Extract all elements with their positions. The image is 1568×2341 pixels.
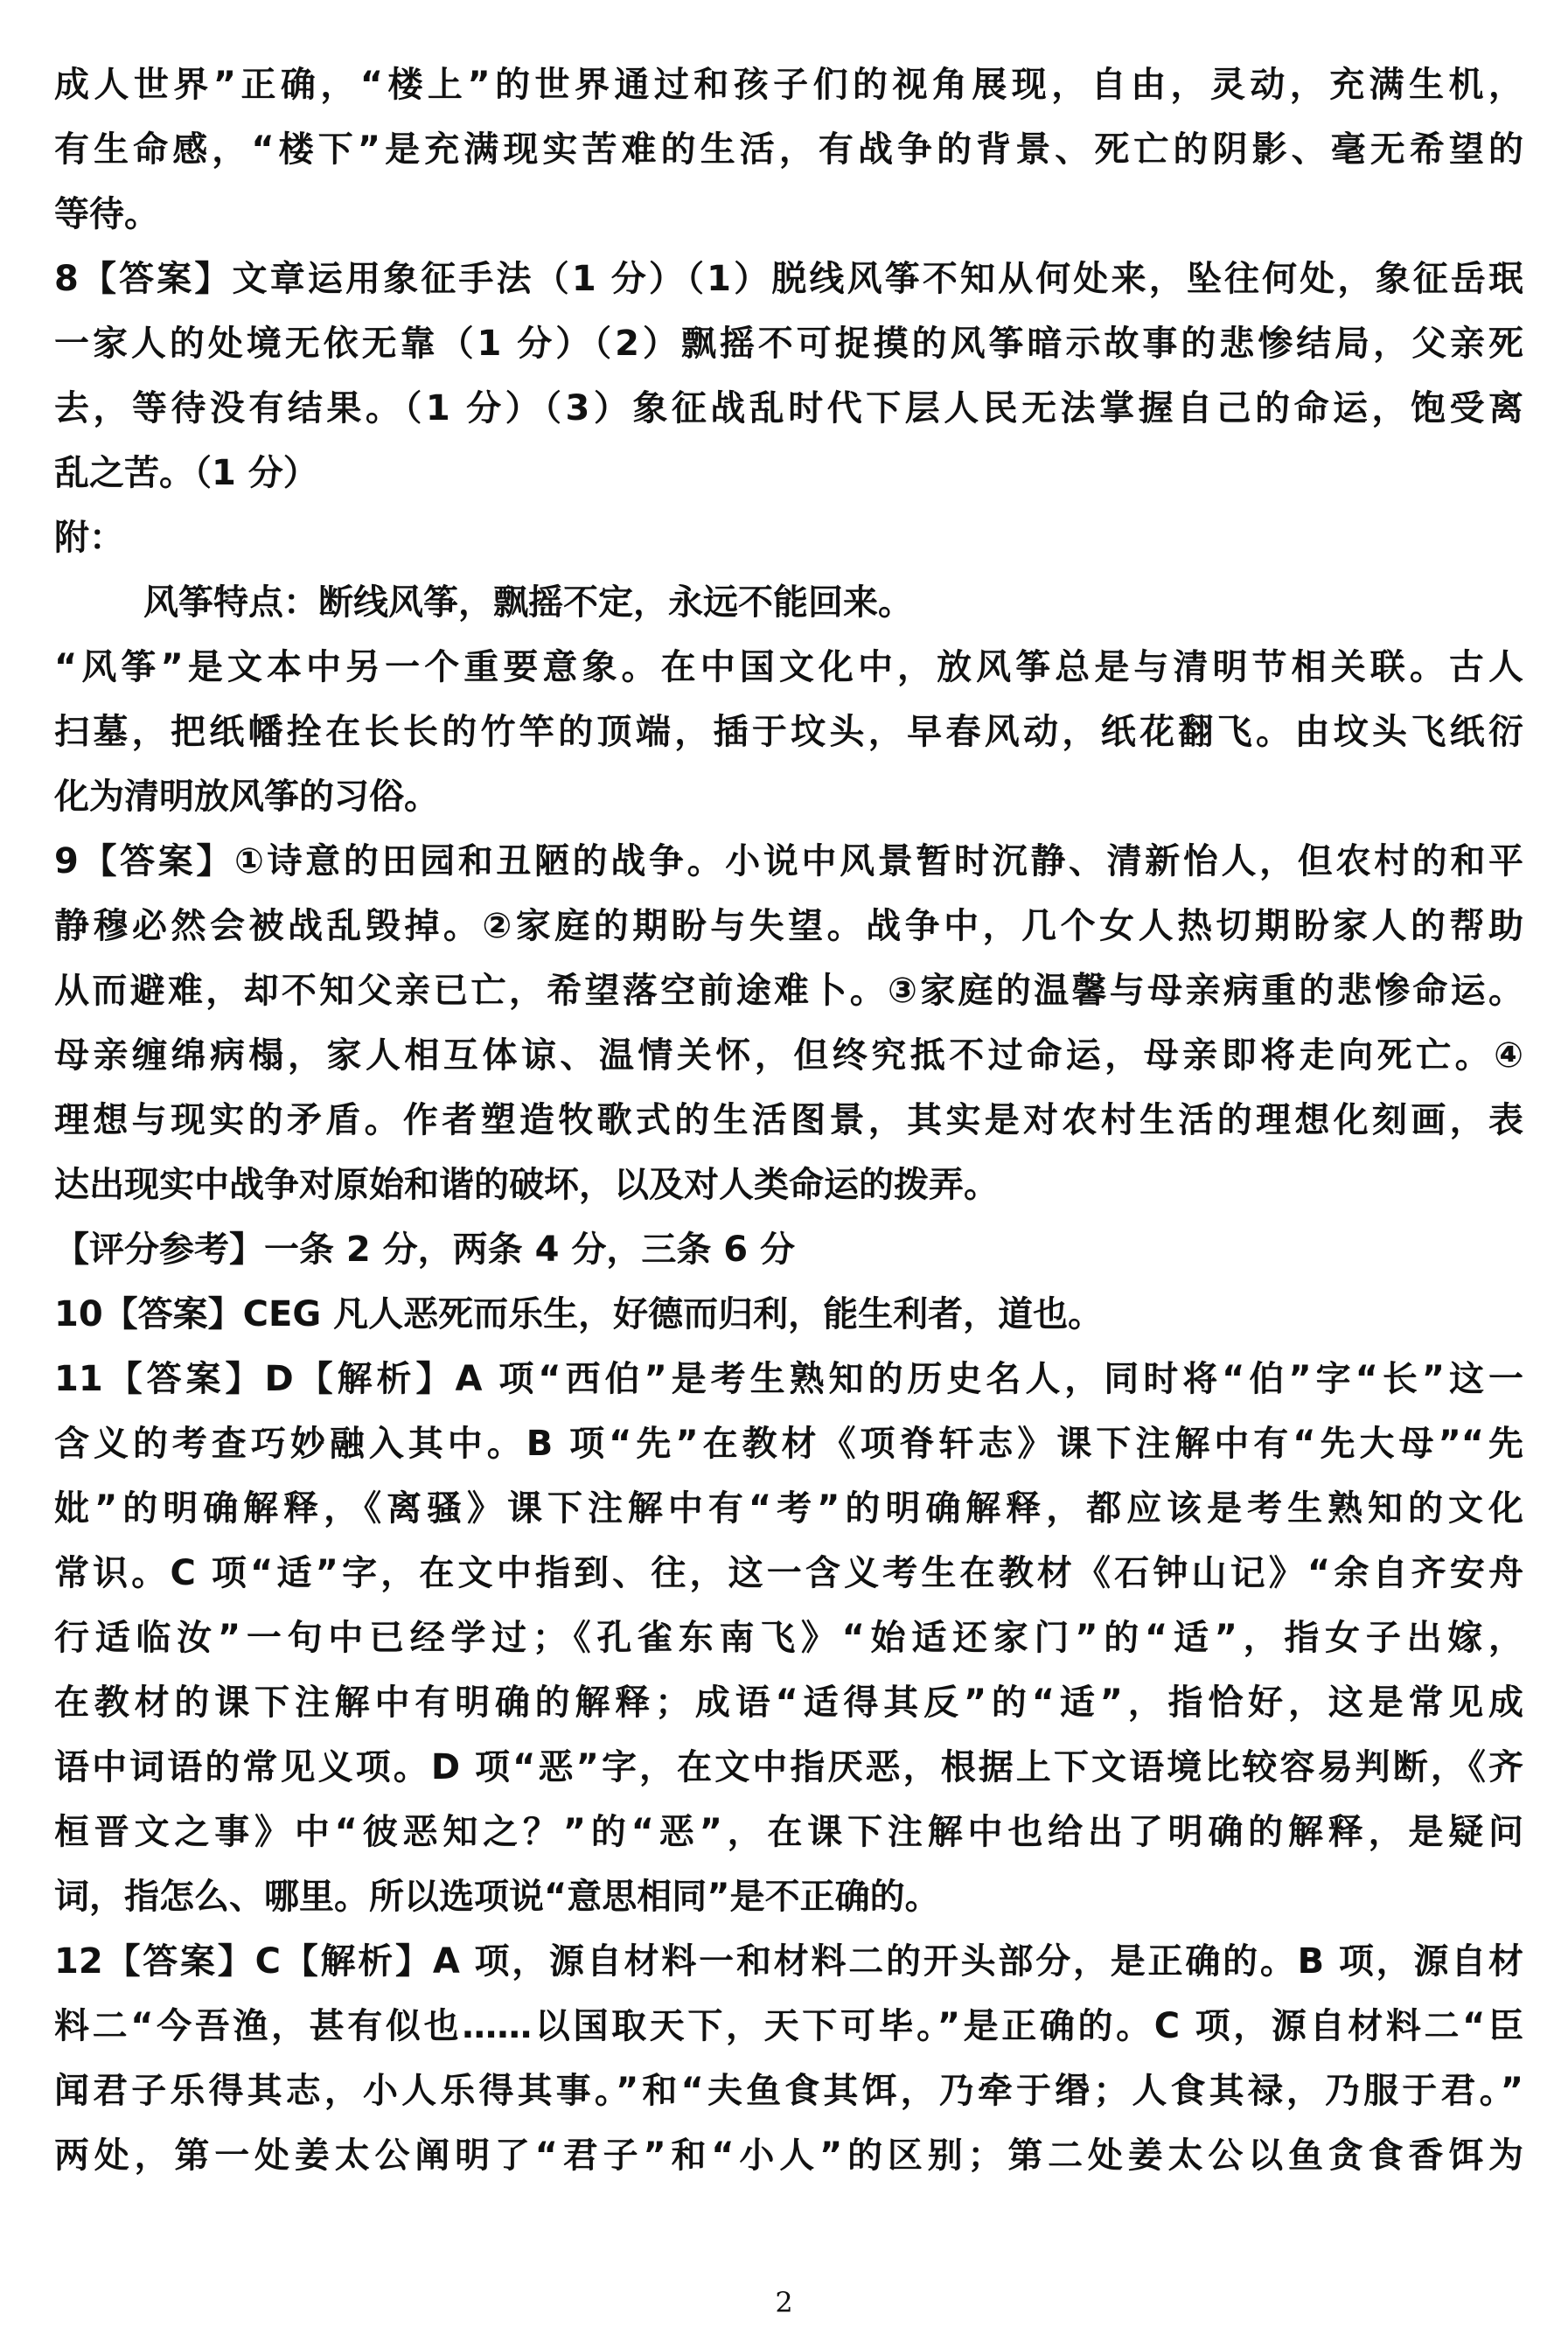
text-line: 等待。 (54, 194, 159, 234)
text-line: 常识。C 项“适”字，在文中指到、往，这一含义考生在教材《石钟山记》“余自齐安舟 (54, 1553, 1523, 1593)
text-line: 含义的考查巧妙融入其中。B 项“先”在教材《项脊轩志》课下注解中有“先大母”“先 (54, 1424, 1523, 1464)
text-line: 有生命感，“楼下”是充满现实苦难的生活，有战争的背景、死亡的阴影、毫无希望的 (54, 129, 1523, 170)
text-line: 妣”的明确解释，《离骚》课下注解中有“考”的明确解释，都应该是考生熟知的文化 (54, 1488, 1523, 1529)
text-line: 9【答案】①诗意的田园和丑陋的战争。小说中风景暂时沉静、清新怡人，但农村的和平 (54, 841, 1523, 881)
text-line: 成人世界”正确，“楼上”的世界通过和孩子们的视角展现，自由，灵动，充满生机， (54, 65, 1523, 105)
text-line: 静穆必然会被战乱毁掉。②家庭的期盼与失望。战争中，几个女人热切期盼家人的帮助 (54, 906, 1523, 946)
text-line: 去，等待没有结果。（1 分）（3）象征战乱时代下层人民无法掌握自己的命运，饱受离 (54, 388, 1523, 428)
text-line: 风筝特点：断线风筝，飘摇不定，永远不能回来。 (143, 582, 913, 623)
text-line: 词，指怎么、哪里。所以选项说“意思相同”是不正确的。 (54, 1877, 940, 1917)
text-line: 桓晋文之事》中“彼恶知之？”的“恶”，在课下注解中也给出了明确的解释，是疑问 (54, 1812, 1523, 1852)
text-line: 在教材的课下注解中有明确的解释；成语“适得其反”的“适”，指恰好，这是常见成 (54, 1683, 1523, 1723)
text-line: 8【答案】文章运用象征手法（1 分）（1）脱线风筝不知从何处来，坠往何处，象征岳珉 (54, 259, 1523, 299)
text-line: 行适临汝”一句中已经学过；《孔雀东南飞》“始适还家门”的“适”，指女子出嫁， (54, 1618, 1523, 1658)
text-line: 10【答案】CEG 凡人恶死而乐生，好德而归利，能生利者，道也。 (54, 1294, 1104, 1334)
page-number: 2 (775, 2286, 793, 2319)
text-line: 料二“今吾渔，甚有似也……以国取天下，天下可毕。”是正确的。C 项，源自材料二“臣 (54, 2006, 1523, 2046)
text-line: 母亲缠绵病榻，家人相互体谅、温情关怀，但终究抵不过命运，母亲即将走向死亡。④ (54, 1035, 1523, 1076)
text-line: 一家人的处境无依无靠（1 分）（2）飘摇不可捉摸的风筝暗示故事的悲惨结局，父亲死 (54, 324, 1523, 364)
text-line: 【评分参考】一条 2 分，两条 4 分，三条 6 分 (54, 1230, 796, 1270)
text-line: 从而避难，却不知父亲已亡，希望落空前途难卜。③家庭的温馨与母亲病重的悲惨命运。 (54, 971, 1523, 1011)
text-line: 理想与现实的矛盾。作者塑造牧歌式的生活图景，其实是对农村生活的理想化刻画，表 (54, 1100, 1523, 1140)
text-line: 化为清明放风筝的习俗。 (54, 777, 439, 817)
text-line: 闻君子乐得其志，小人乐得其事。”和“夫鱼食其饵，乃牵于缗；人食其禄，乃服于君。” (54, 2071, 1523, 2111)
text-line: 语中词语的常见义项。D 项“恶”字，在文中指厌恶，根据上下文语境比较容易判断，《齐 (54, 1747, 1523, 1787)
text-line: 附： (54, 518, 124, 558)
text-line: 扫墓，把纸幡拴在长长的竹竿的顶端，插于坟头，早春风动，纸花翻飞。由坟头飞纸衍 (54, 712, 1523, 752)
text-line: 11【答案】D【解析】A 项“西伯”是考生熟知的历史名人，同时将“伯”字“长”这一 (54, 1359, 1523, 1399)
text-line: 乱之苦。（1 分） (54, 453, 318, 493)
text-line: 12【答案】C【解析】A 项，源自材料一和材料二的开头部分，是正确的。B 项，源自材 (54, 1941, 1523, 1982)
text-line: 达出现实中战争对原始和谐的破坏，以及对人类命运的拨弄。 (54, 1165, 999, 1205)
document-body (54, 52, 1523, 2188)
text-line: “风筝”是文本中另一个重要意象。在中国文化中，放风筝总是与清明节相关联。古人 (54, 647, 1523, 687)
text-line: 两处，第一处姜太公阐明了“君子”和“小人”的区别；第二处姜太公以鱼贪食香饵为 (54, 2135, 1523, 2176)
